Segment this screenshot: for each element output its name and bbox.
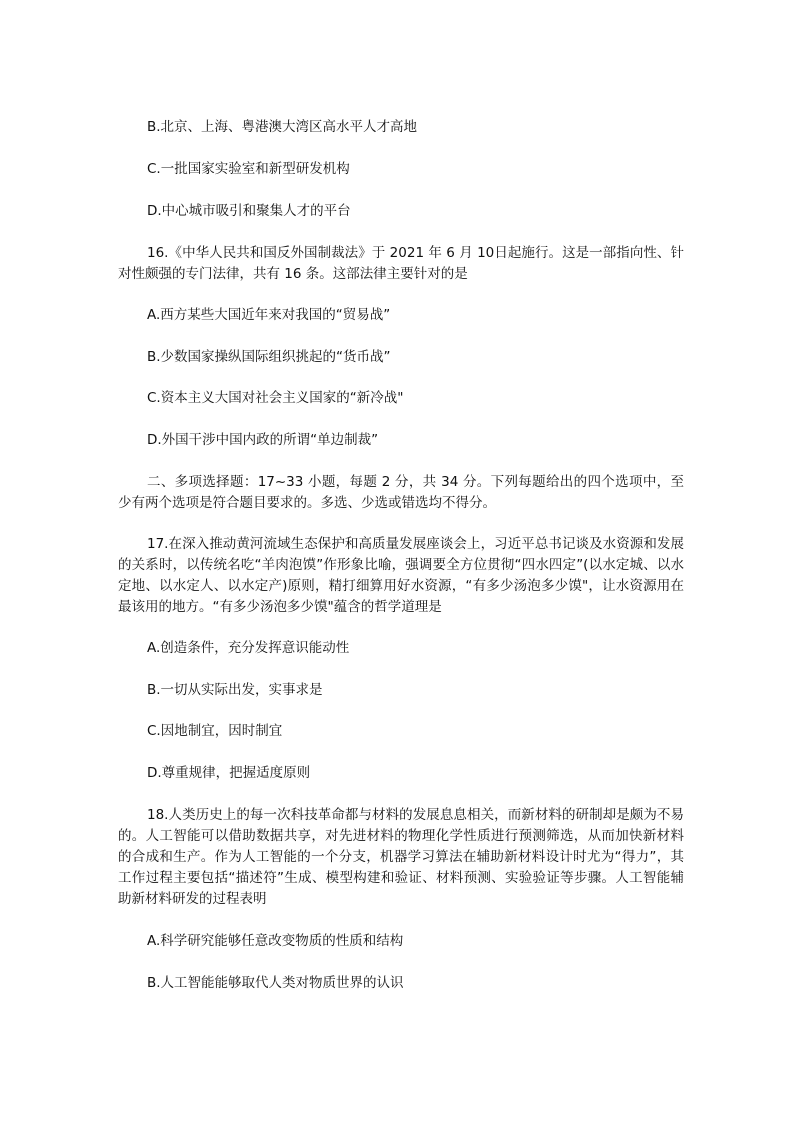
q16-option-b: B.少数国家操纵国际组织挑起的“货币战” bbox=[147, 349, 391, 365]
q15-option-d: D.中心城市吸引和聚集人才的平台 bbox=[147, 203, 351, 219]
q17-option-b: B.一切从实际出发，实事求是 bbox=[147, 682, 323, 698]
q15-option-b: B.北京、上海、粤港澳大湾区高水平人才高地 bbox=[147, 119, 418, 135]
section-2-heading: 二、多项选择题：17~33 小题，每题 2 分，共 34 分。下列每题给出的四个选项中，至少有两个选项是符合题目要求的。多选、少选或错选均不得分。 bbox=[118, 474, 684, 511]
q17-option-d: D.尊重规律，把握适度原则 bbox=[147, 765, 311, 781]
q17-option-c: C.因地制宜，因时制宜 bbox=[147, 723, 283, 739]
q18-option-b: B.人工智能能够取代人类对物质世界的认识 bbox=[147, 975, 404, 991]
q17-stem: 17.在深入推动黄河流域生态保护和高质量发展座谈会上，习近平总书记谈及水资源和发展的关系时，以传统名吃“羊肉泡馍”作形象比喻，强调要全方位贯彻“四水四定”(以水定城、以水定地、以水定人、以水定产)原则，精打细算用好水资源，“有多少汤泡多少馍"，让水资源用在最该用的地方。“有多少汤泡多少馍"蕴含的哲学道理是 bbox=[118, 536, 684, 615]
q18-option-a: A.科学研究能够任意改变物质的性质和结构 bbox=[147, 933, 404, 949]
q16-stem: 16.《中华人民共和国反外国制裁法》于 2021 年 6 月 10日起施行。这是一部指向性、针对性颇强的专门法律，共有 16 条。这部法律主要针对的是 bbox=[118, 245, 684, 282]
q16-option-a: A.西方某些大国近年来对我国的“贸易战” bbox=[147, 307, 391, 323]
q15-option-c: C.一批国家实验室和新型研发机构 bbox=[147, 161, 350, 177]
q16-option-c: C.资本主义大国对社会主义国家的“新冷战" bbox=[147, 390, 404, 406]
q16-option-d: D.外国干涉中国内政的所谓“单边制裁” bbox=[147, 432, 379, 448]
q18-stem: 18.人类历史上的每一次科技革命都与材料的发展息息相关，而新材料的研制却是颇为不易的。人工智能可以借助数据共享，对先进材料的物理化学性质进行预测筛选，从而加快新材料的合成和生产。作为人工智能的一个分支，机器学习算法在辅助新材料设计时尤为“得力”，其工作过程主要包括“描述符”生成、模型构建和验证、材料预测、实验验证等步骤。人工智能辅助新材料研发的过程表明 bbox=[118, 807, 684, 907]
q17-option-a: A.创造条件，充分发挥意识能动性 bbox=[147, 640, 350, 656]
